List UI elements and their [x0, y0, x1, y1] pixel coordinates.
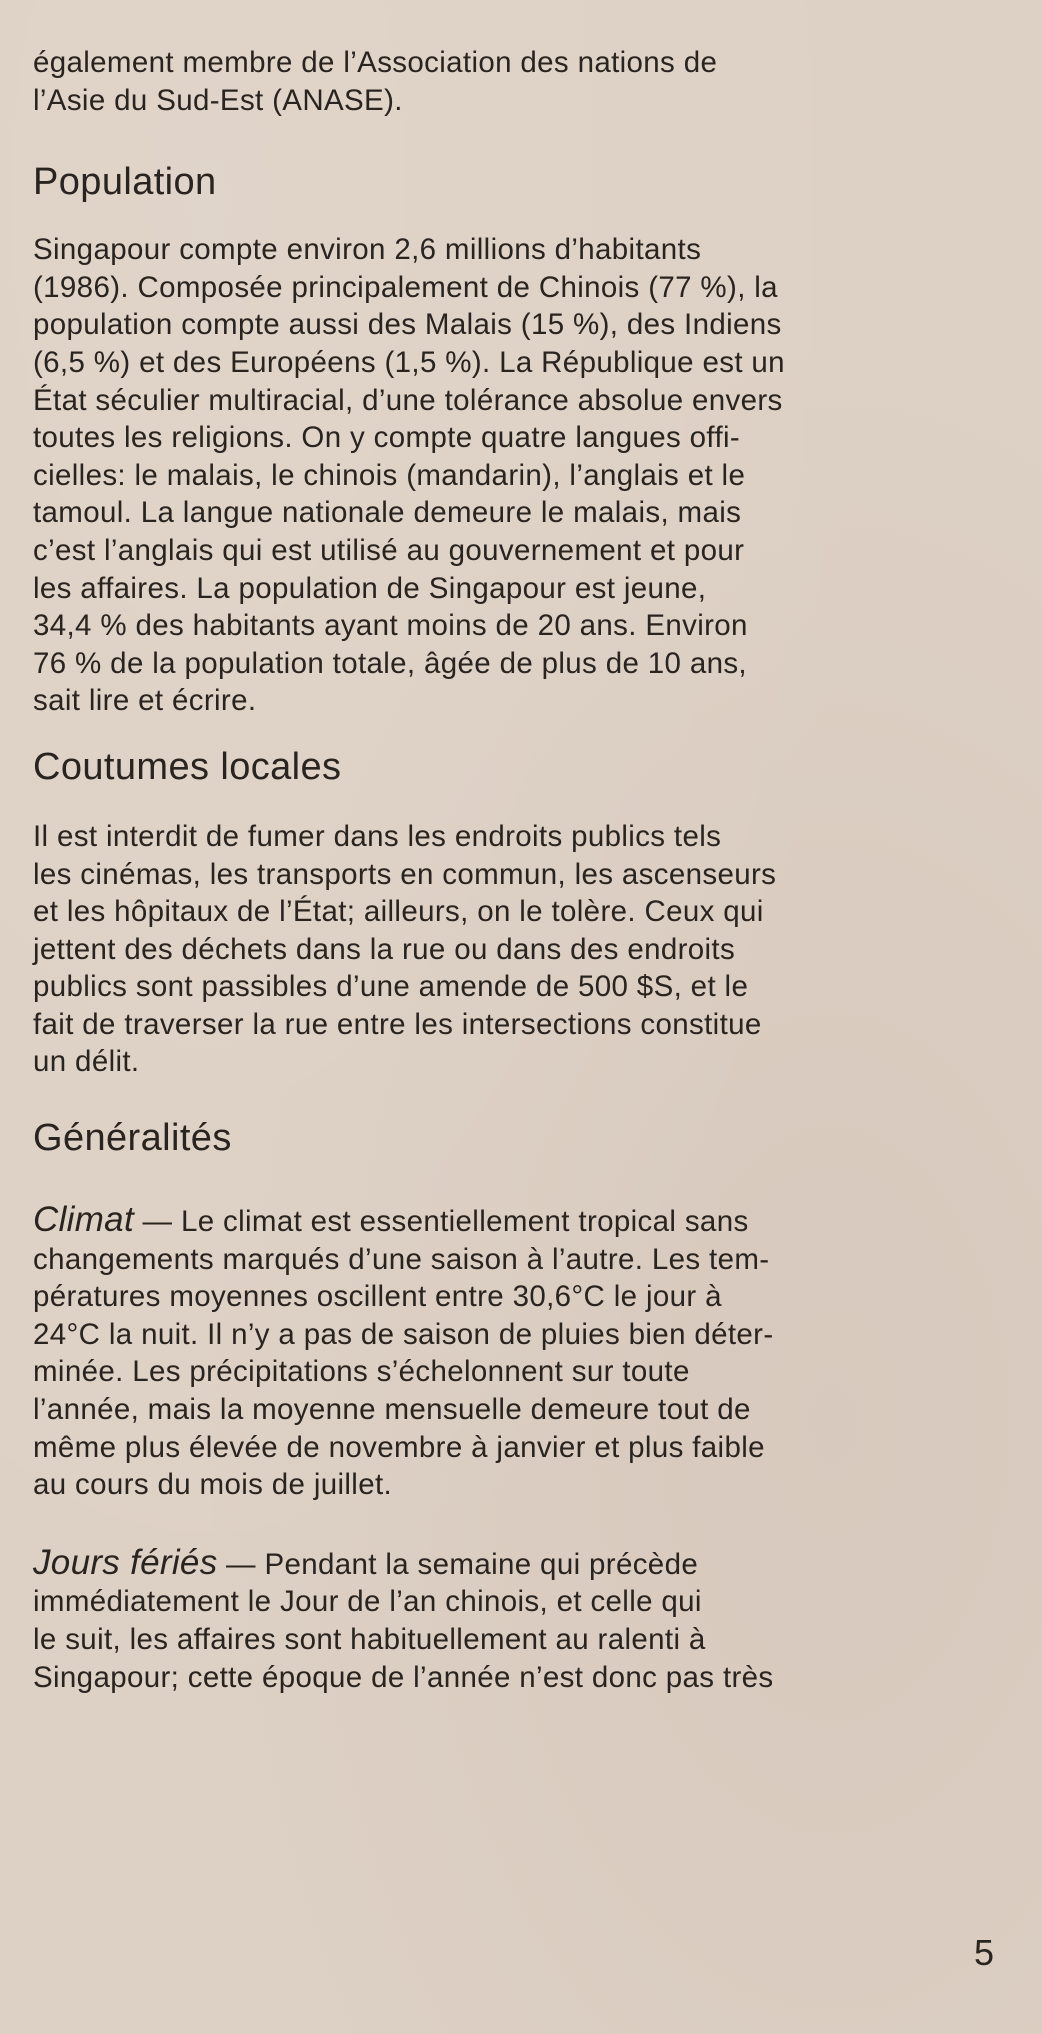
coutumes-paragraph: Il est interdit de fumer dans les endroits publics tels les cinémas, les transports en commun, les ascenseurs et les hôpitaux de l’État; ailleurs, on le tolère. Ceux qui jettent des déchets dans la rue ou dans des endroits publics sont passibles d’une amende de 500 $S, et le fait de traverser la rue entre les intersections constitue un délit. — [33, 819, 777, 1079]
intro-paragraph: également membre de l’Association des nations de l’Asie du Sud-Est (ANASE). — [33, 46, 718, 117]
jours-feries-text: Pendant la semaine qui précède immédiatement le Jour de l’an chinois, et celle qui le suit, les affaires sont habituellement au ralenti à Singapour; cette époque de l’année n’est donc pas très — [33, 1547, 774, 1694]
climat-text: Le climat est essentiellement tropical sans changements marqués d’une saison à l’autre. Les tem- pératures moyennes oscillent entre 30,6°C le jour à 24°C la nuit. Il n’y a pas de saison de pluies bien déter- minée. Les précipitations s’échelonnent sur toute l’année, mais la moyenne mensuelle demeure tout de même plus élevée de novembre à janvier et plus faible au cours du mois de juillet. — [33, 1205, 774, 1502]
climat-lead: Climat — [33, 1200, 134, 1240]
population-heading: Population — [33, 161, 217, 204]
jours-feries-paragraph — [33, 1544, 1008, 1696]
generalites-heading: Généralités — [33, 1117, 232, 1160]
page-number: 5 — [973, 1932, 994, 1973]
population-paragraph: Singapour compte environ 2,6 millions d’habitants (1986). Composée principalement de Chinois (77 %), la population compte aussi des Malais (15 %), des Indiens (6,5 %) et des Européens (1,5 %). La République est un État séculier multiracial, d’une tolérance absolue envers toutes les religions. On y compte quatre langues offi- cielles: le malais, le chinois (mandarin), l’anglais et le tamoul. La langue nationale demeure le malais, mais c’est l’anglais qui est utilisé au gouvernement et pour les affaires. La population de Singapour est jeune, 34,4 % des habitants ayant moins de 20 ans. Environ 76 % de la population totale, âgée de plus de 10 ans, sait lire et écrire. — [33, 233, 785, 718]
climat-paragraph — [33, 1201, 1008, 1504]
jours-feries-lead: Jours fériés — [33, 1542, 218, 1582]
coutumes-heading: Coutumes locales — [33, 745, 342, 788]
document-page — [33, 44, 1008, 1696]
jours-feries-dash: — — [217, 1547, 265, 1581]
climat-dash: — — [133, 1205, 181, 1239]
